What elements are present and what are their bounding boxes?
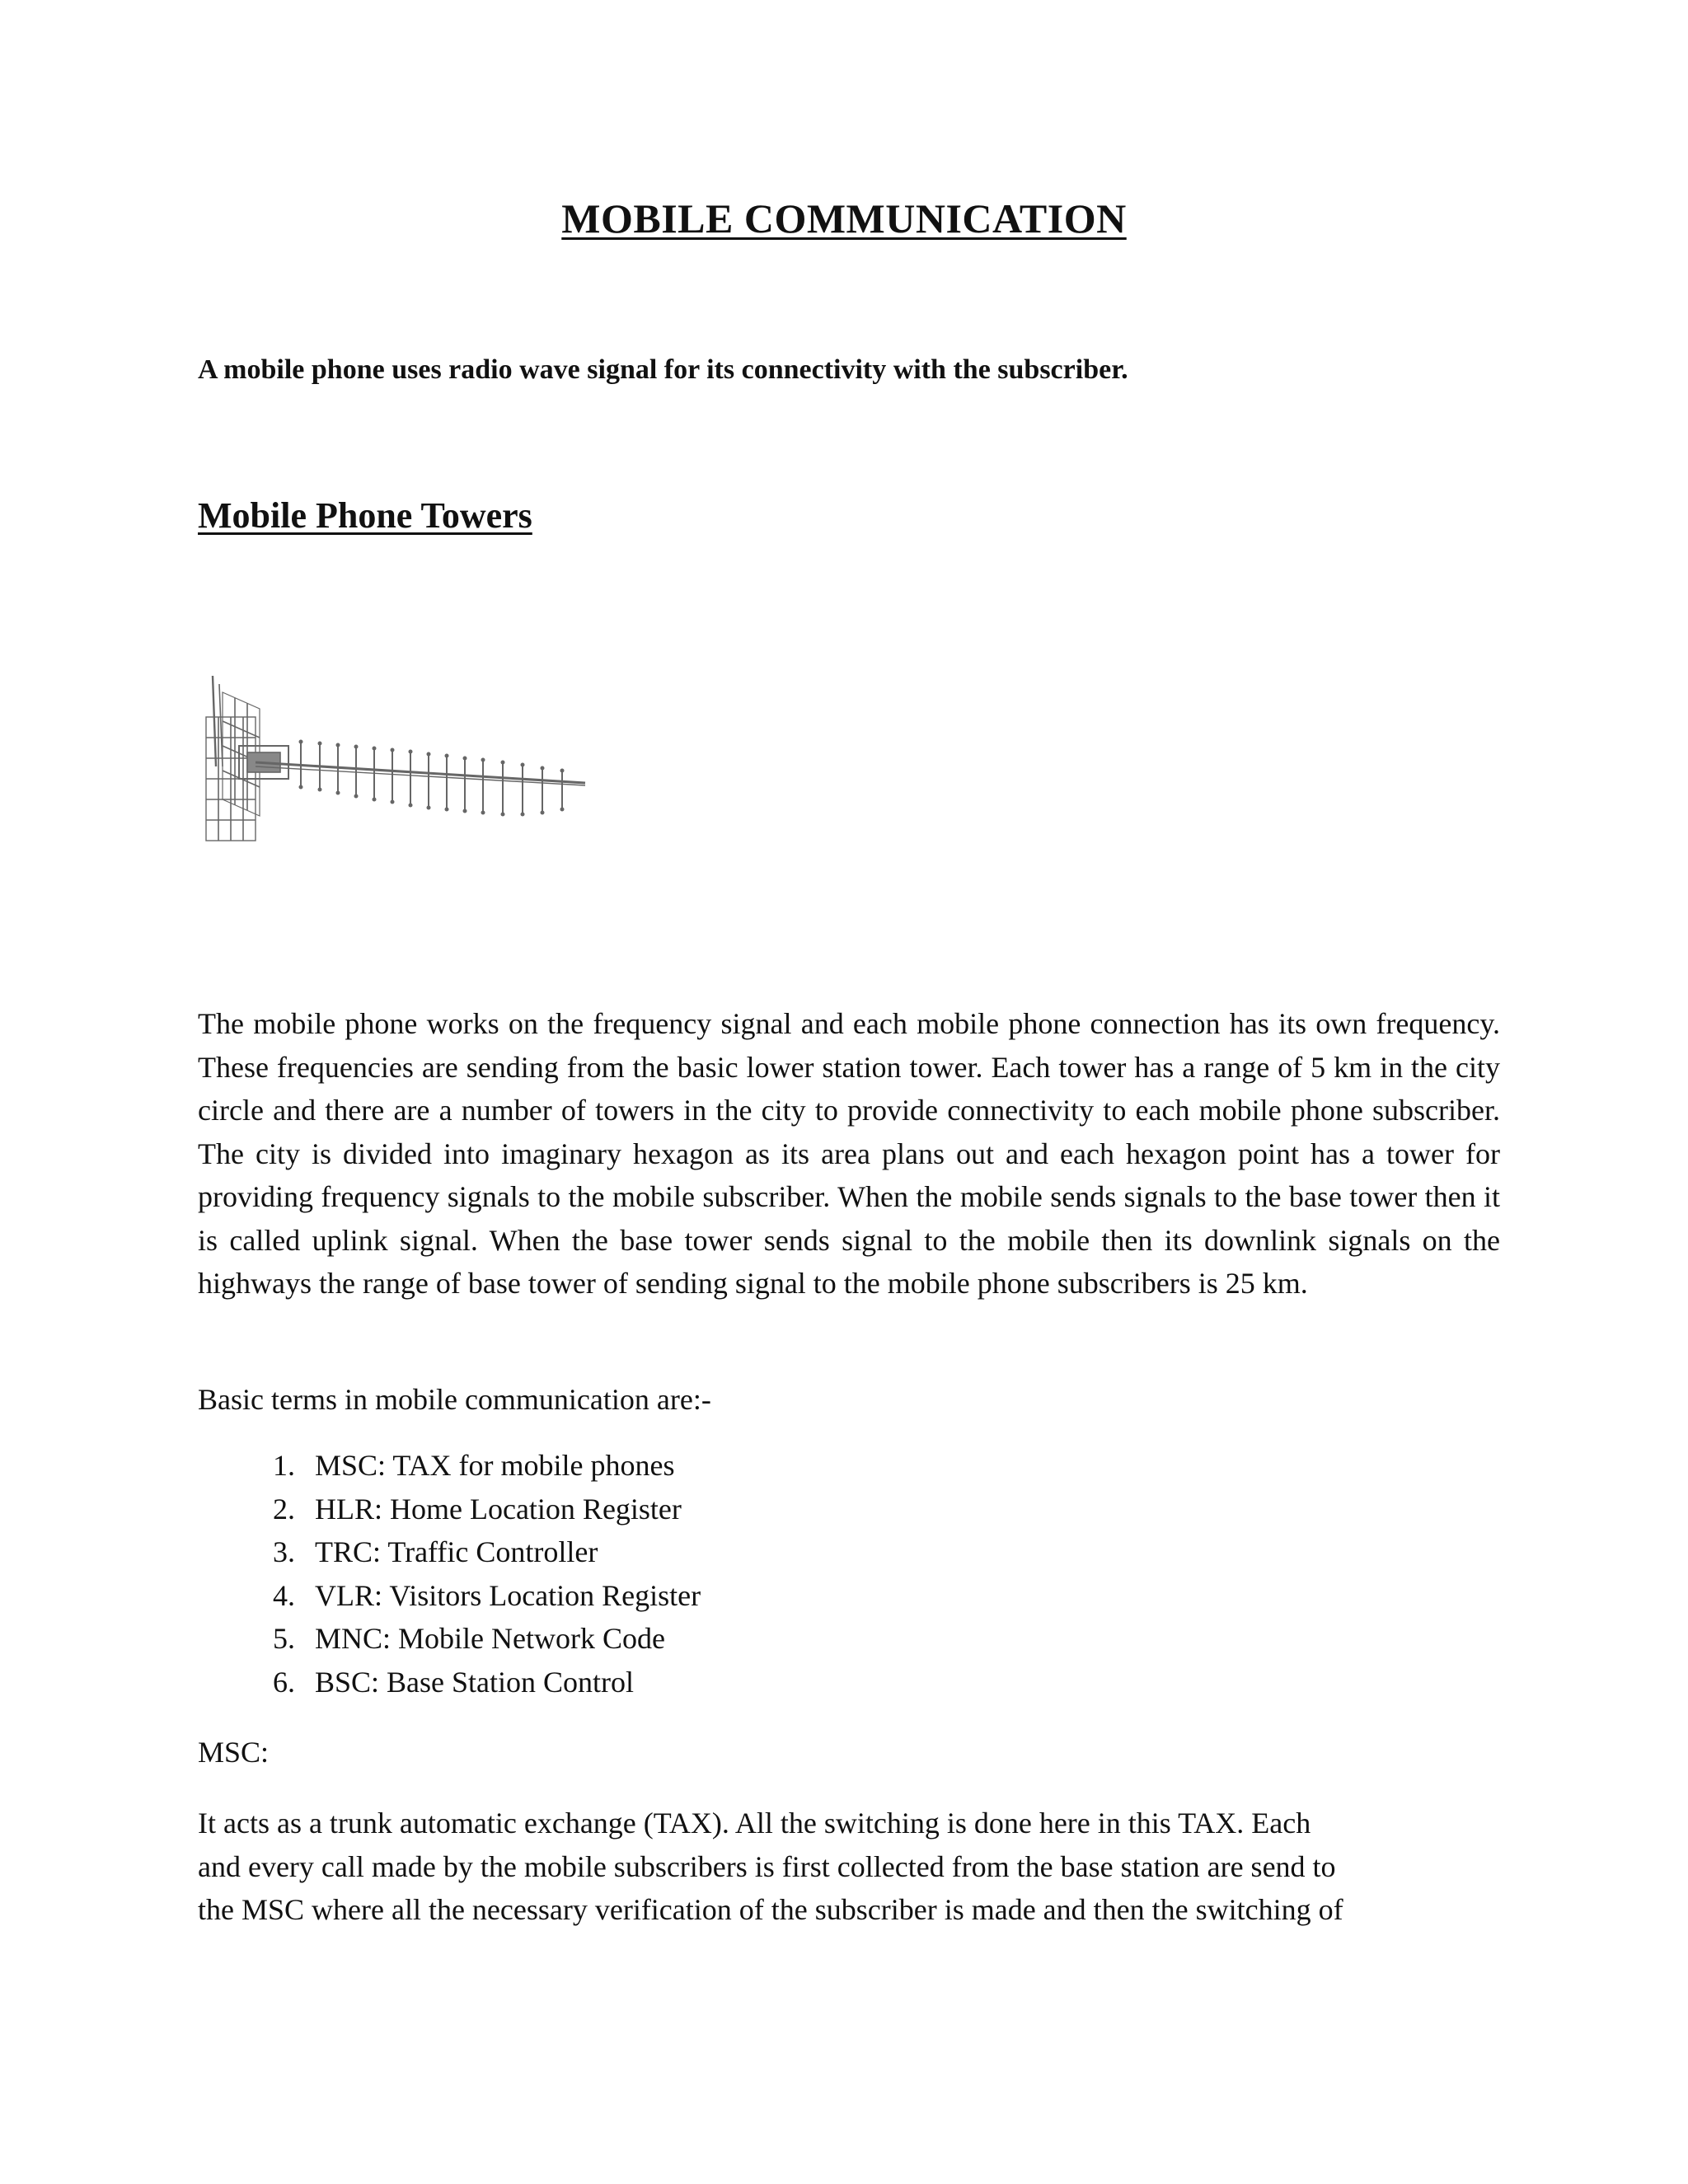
list-number: 3.: [273, 1535, 295, 1568]
list-item: [198, 1574, 701, 1618]
intro-text: A mobile phone uses radio wave signal for its connectivity with the subscriber.: [198, 354, 1128, 385]
terms-list: [198, 1444, 701, 1704]
list-item: [198, 1444, 701, 1488]
list-number: 6.: [273, 1665, 295, 1699]
msc-paragraph-line: It acts as a trunk automatic exchange (TAX). All the switching is done here in this TAX. Each: [198, 1807, 1311, 1840]
yagi-antenna-icon: [198, 676, 593, 857]
list-text: HLR: Home Location Register: [315, 1492, 682, 1526]
list-text: BSC: Base Station Control: [315, 1665, 635, 1699]
list-number: 4.: [273, 1578, 295, 1612]
list-number: 1.: [273, 1449, 295, 1482]
msc-label: MSC:: [198, 1736, 270, 1769]
list-text: VLR: Visitors Location Register: [315, 1578, 701, 1612]
terms-intro: Basic terms in mobile communication are:-: [198, 1383, 711, 1416]
list-item: [198, 1617, 701, 1661]
msc-paragraph-line: the MSC where all the necessary verification of the subscriber is made and then the switching of: [198, 1893, 1343, 1926]
msc-paragraph-line: and every call made by the mobile subscribers is first collected from the base station are send to: [198, 1849, 1336, 1883]
list-item: [198, 1661, 701, 1704]
list-item: [198, 1530, 701, 1574]
list-item: [198, 1488, 701, 1531]
tower-paragraph: The mobile phone works on the frequency signal and each mobile phone connection has its own frequency. These frequencies are sending from the basic lower station tower. Each tower has a range of 5 km in the city circle and there are a number of towers in the city to provide connectivity to each mobile phone subscriber. The city is divided into imaginary hexagon as its area plans out and each hexagon point has a tower for providing frequency signals to the mobile subscriber. When the mobile sends signals to the base tower then it is called uplink signal. When the base tower sends signal to the mobile then its downlink signals on the highways the range of base tower of sending signal to the mobile phone subscribers is 25 km.: [198, 1007, 1500, 1300]
page-title: MOBILE COMMUNICATION: [561, 195, 1127, 241]
list-number: 5.: [273, 1622, 295, 1655]
list-text: TRC: Traffic Controller: [315, 1535, 598, 1568]
list-number: 2.: [273, 1492, 295, 1526]
section-heading: Mobile Phone Towers: [198, 495, 532, 536]
list-text: MNC: Mobile Network Code: [315, 1622, 665, 1655]
list-text: MSC: TAX for mobile phones: [315, 1449, 675, 1482]
msc-paragraph: [198, 1802, 1500, 1932]
